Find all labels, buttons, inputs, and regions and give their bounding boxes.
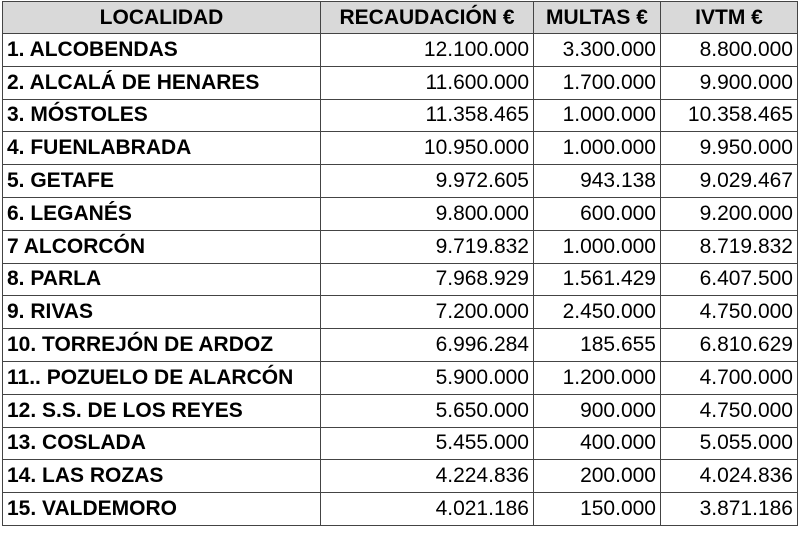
multas-cell: 1.000.000 bbox=[534, 132, 661, 165]
multas-cell: 600.000 bbox=[534, 197, 661, 230]
ivtm-cell: 4.750.000 bbox=[661, 296, 798, 329]
table-row bbox=[3, 263, 798, 296]
localidad-cell: 7 ALCORCÓN bbox=[3, 230, 321, 263]
table-row bbox=[3, 165, 798, 198]
localidad-cell: 8. PARLA bbox=[3, 263, 321, 296]
header-localidad: LOCALIDAD bbox=[3, 2, 321, 34]
header-row bbox=[3, 2, 798, 34]
localidad-cell: 13. COSLADA bbox=[3, 427, 321, 460]
localidad-cell: 9. RIVAS bbox=[3, 296, 321, 329]
localidad-cell: 1. ALCOBENDAS bbox=[3, 34, 321, 67]
multas-cell: 1.700.000 bbox=[534, 66, 661, 99]
localidad-cell: 5. GETAFE bbox=[3, 165, 321, 198]
table-row bbox=[3, 230, 798, 263]
recaudacion-cell: 12.100.000 bbox=[321, 34, 534, 67]
recaudacion-cell: 5.650.000 bbox=[321, 394, 534, 427]
multas-cell: 943.138 bbox=[534, 165, 661, 198]
ivtm-cell: 6.407.500 bbox=[661, 263, 798, 296]
ivtm-cell: 10.358.465 bbox=[661, 99, 798, 132]
ivtm-cell: 9.200.000 bbox=[661, 197, 798, 230]
multas-cell: 1.200.000 bbox=[534, 361, 661, 394]
ivtm-cell: 4.024.836 bbox=[661, 460, 798, 493]
multas-cell: 200.000 bbox=[534, 460, 661, 493]
recaudacion-cell: 9.800.000 bbox=[321, 197, 534, 230]
table-row bbox=[3, 493, 798, 526]
table-row bbox=[3, 394, 798, 427]
recaudacion-cell: 9.719.832 bbox=[321, 230, 534, 263]
multas-cell: 185.655 bbox=[534, 329, 661, 362]
multas-cell: 1.561.429 bbox=[534, 263, 661, 296]
header-recaudacion: RECAUDACIÓN € bbox=[321, 2, 534, 34]
recaudacion-cell: 5.455.000 bbox=[321, 427, 534, 460]
table-row bbox=[3, 66, 798, 99]
localidad-cell: 6. LEGANÉS bbox=[3, 197, 321, 230]
table-row bbox=[3, 99, 798, 132]
ivtm-cell: 9.029.467 bbox=[661, 165, 798, 198]
multas-cell: 1.000.000 bbox=[534, 99, 661, 132]
table-row bbox=[3, 34, 798, 67]
localidad-cell: 3. MÓSTOLES bbox=[3, 99, 321, 132]
recaudacion-cell: 11.358.465 bbox=[321, 99, 534, 132]
ivtm-cell: 5.055.000 bbox=[661, 427, 798, 460]
ivtm-cell: 8.800.000 bbox=[661, 34, 798, 67]
localidad-cell: 11.. POZUELO DE ALARCÓN bbox=[3, 361, 321, 394]
localidad-cell: 10. TORREJÓN DE ARDOZ bbox=[3, 329, 321, 362]
table-row bbox=[3, 460, 798, 493]
multas-cell: 3.300.000 bbox=[534, 34, 661, 67]
recaudacion-cell: 7.968.929 bbox=[321, 263, 534, 296]
recaudacion-cell: 6.996.284 bbox=[321, 329, 534, 362]
header-ivtm: IVTM € bbox=[661, 2, 798, 34]
recaudacion-cell: 4.021.186 bbox=[321, 493, 534, 526]
multas-cell: 2.450.000 bbox=[534, 296, 661, 329]
table-row bbox=[3, 132, 798, 165]
recaudacion-cell: 5.900.000 bbox=[321, 361, 534, 394]
ivtm-cell: 8.719.832 bbox=[661, 230, 798, 263]
ivtm-cell: 3.871.186 bbox=[661, 493, 798, 526]
ivtm-cell: 9.900.000 bbox=[661, 66, 798, 99]
multas-cell: 1.000.000 bbox=[534, 230, 661, 263]
tax-revenue-table bbox=[2, 1, 798, 526]
ivtm-cell: 6.810.629 bbox=[661, 329, 798, 362]
ivtm-cell: 4.750.000 bbox=[661, 394, 798, 427]
table-row bbox=[3, 296, 798, 329]
header-multas: MULTAS € bbox=[534, 2, 661, 34]
localidad-cell: 12. S.S. DE LOS REYES bbox=[3, 394, 321, 427]
recaudacion-cell: 11.600.000 bbox=[321, 66, 534, 99]
multas-cell: 900.000 bbox=[534, 394, 661, 427]
recaudacion-cell: 7.200.000 bbox=[321, 296, 534, 329]
multas-cell: 400.000 bbox=[534, 427, 661, 460]
localidad-cell: 14. LAS ROZAS bbox=[3, 460, 321, 493]
recaudacion-cell: 10.950.000 bbox=[321, 132, 534, 165]
table-row bbox=[3, 361, 798, 394]
table-row bbox=[3, 427, 798, 460]
recaudacion-cell: 4.224.836 bbox=[321, 460, 534, 493]
recaudacion-cell: 9.972.605 bbox=[321, 165, 534, 198]
table-row bbox=[3, 329, 798, 362]
localidad-cell: 2. ALCALÁ DE HENARES bbox=[3, 66, 321, 99]
table-row bbox=[3, 197, 798, 230]
ivtm-cell: 4.700.000 bbox=[661, 361, 798, 394]
localidad-cell: 4. FUENLABRADA bbox=[3, 132, 321, 165]
localidad-cell: 15. VALDEMORO bbox=[3, 493, 321, 526]
multas-cell: 150.000 bbox=[534, 493, 661, 526]
ivtm-cell: 9.950.000 bbox=[661, 132, 798, 165]
